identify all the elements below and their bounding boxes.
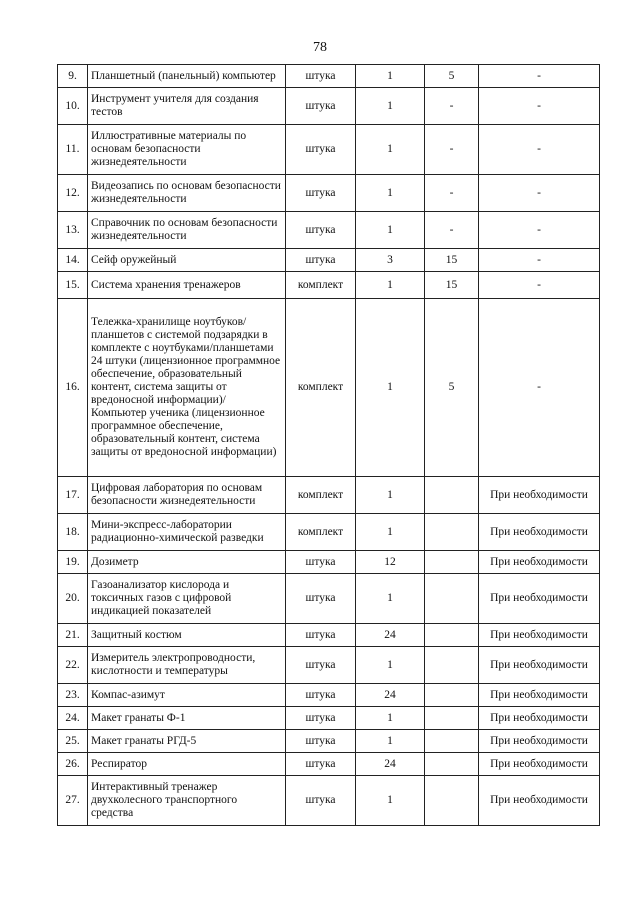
item-note: - xyxy=(479,249,600,272)
item-quantity: 3 xyxy=(356,249,425,272)
item-unit: комплект xyxy=(286,477,356,514)
item-unit: штука xyxy=(286,65,356,88)
item-unit: комплект xyxy=(286,514,356,551)
item-unit: штука xyxy=(286,125,356,175)
row-number: 26. xyxy=(58,753,88,776)
item-name: Система хранения тренажеров xyxy=(88,272,286,299)
item-name: Видеозапись по основам безопасности жизнедеятельности xyxy=(88,175,286,212)
item-name: Планшетный (панельный) компьютер xyxy=(88,65,286,88)
item-quantity: 1 xyxy=(356,730,425,753)
item-service-life xyxy=(425,624,479,647)
item-note: При необходимости xyxy=(479,477,600,514)
table-row xyxy=(58,65,600,88)
row-number: 14. xyxy=(58,249,88,272)
table-row xyxy=(58,551,600,574)
item-note: При необходимости xyxy=(479,753,600,776)
item-unit: штука xyxy=(286,684,356,707)
item-note: При необходимости xyxy=(479,647,600,684)
item-quantity: 1 xyxy=(356,299,425,477)
item-unit: штука xyxy=(286,574,356,624)
table-row xyxy=(58,249,600,272)
item-service-life: - xyxy=(425,88,479,125)
row-number: 13. xyxy=(58,212,88,249)
table-row xyxy=(58,753,600,776)
row-number: 24. xyxy=(58,707,88,730)
item-unit: штука xyxy=(286,647,356,684)
item-unit: штука xyxy=(286,753,356,776)
item-service-life: - xyxy=(425,212,479,249)
item-name: Респиратор xyxy=(88,753,286,776)
item-quantity: 1 xyxy=(356,125,425,175)
table-row xyxy=(58,272,600,299)
item-unit: штука xyxy=(286,707,356,730)
item-name: Иллюстративные материалы по основам безопасности жизнедеятельности xyxy=(88,125,286,175)
item-note: - xyxy=(479,212,600,249)
table-row xyxy=(58,88,600,125)
item-service-life: 5 xyxy=(425,299,479,477)
table-row xyxy=(58,125,600,175)
row-number: 25. xyxy=(58,730,88,753)
item-note: При необходимости xyxy=(479,624,600,647)
row-number: 27. xyxy=(58,776,88,826)
item-note: - xyxy=(479,272,600,299)
table-row xyxy=(58,514,600,551)
item-service-life: 15 xyxy=(425,249,479,272)
item-unit: штука xyxy=(286,551,356,574)
item-note: При необходимости xyxy=(479,684,600,707)
item-quantity: 1 xyxy=(356,514,425,551)
item-service-life xyxy=(425,574,479,624)
item-quantity: 24 xyxy=(356,684,425,707)
row-number: 19. xyxy=(58,551,88,574)
table-row xyxy=(58,684,600,707)
table-row xyxy=(58,574,600,624)
item-name: Сейф оружейный xyxy=(88,249,286,272)
row-number: 15. xyxy=(58,272,88,299)
item-name: Компас-азимут xyxy=(88,684,286,707)
item-name: Макет гранаты РГД-5 xyxy=(88,730,286,753)
item-name: Интерактивный тренажер двухколесного транспортного средства xyxy=(88,776,286,826)
row-number: 16. xyxy=(58,299,88,477)
item-service-life xyxy=(425,684,479,707)
row-number: 20. xyxy=(58,574,88,624)
item-service-life: - xyxy=(425,125,479,175)
item-note: При необходимости xyxy=(479,707,600,730)
row-number: 11. xyxy=(58,125,88,175)
equipment-table xyxy=(57,64,600,826)
item-name: Защитный костюм xyxy=(88,624,286,647)
row-number: 9. xyxy=(58,65,88,88)
item-name: Дозиметр xyxy=(88,551,286,574)
item-name: Инструмент учителя для создания тестов xyxy=(88,88,286,125)
item-service-life xyxy=(425,776,479,826)
item-quantity: 24 xyxy=(356,624,425,647)
item-name: Цифровая лаборатория по основам безопасности жизнедеятельности xyxy=(88,477,286,514)
row-number: 22. xyxy=(58,647,88,684)
item-note: - xyxy=(479,125,600,175)
item-name: Измеритель электропроводности, кислотности и температуры xyxy=(88,647,286,684)
page-number: 78 xyxy=(313,40,327,55)
table-row xyxy=(58,212,600,249)
item-note: - xyxy=(479,175,600,212)
item-quantity: 1 xyxy=(356,88,425,125)
item-quantity: 12 xyxy=(356,551,425,574)
table-row xyxy=(58,776,600,826)
item-service-life xyxy=(425,647,479,684)
item-note: При необходимости xyxy=(479,551,600,574)
item-note: При необходимости xyxy=(479,776,600,826)
item-note: - xyxy=(479,65,600,88)
item-service-life xyxy=(425,514,479,551)
item-unit: штука xyxy=(286,88,356,125)
item-unit: штука xyxy=(286,249,356,272)
item-name: Тележка-хранилище ноутбуков/планшетов с системой подзарядки в комплекте с ноутбуками/планшетами 24 штуки (лицензионное программное обеспечение, образовательный контент, система защиты от вредоносной информации)/ Компьютер ученика (лицензионное программное обеспечение, образовательный контент, система защиты от вредоносной информации) xyxy=(88,299,286,477)
item-name: Справочник по основам безопасности жизнедеятельности xyxy=(88,212,286,249)
item-service-life: 15 xyxy=(425,272,479,299)
item-unit: штука xyxy=(286,776,356,826)
table-row xyxy=(58,707,600,730)
item-quantity: 1 xyxy=(356,477,425,514)
item-quantity: 1 xyxy=(356,647,425,684)
item-unit: штука xyxy=(286,624,356,647)
row-number: 21. xyxy=(58,624,88,647)
item-unit: штука xyxy=(286,175,356,212)
item-quantity: 1 xyxy=(356,175,425,212)
item-name: Мини-экспресс-лаборатории радиационно-химической разведки xyxy=(88,514,286,551)
row-number: 12. xyxy=(58,175,88,212)
item-service-life xyxy=(425,753,479,776)
item-unit: штука xyxy=(286,730,356,753)
item-note: - xyxy=(479,88,600,125)
item-note: При необходимости xyxy=(479,574,600,624)
table-row xyxy=(58,624,600,647)
item-note: При необходимости xyxy=(479,514,600,551)
item-note: При необходимости xyxy=(479,730,600,753)
row-number: 17. xyxy=(58,477,88,514)
item-quantity: 1 xyxy=(356,776,425,826)
item-quantity: 1 xyxy=(356,65,425,88)
table-row xyxy=(58,175,600,212)
item-quantity: 1 xyxy=(356,707,425,730)
item-service-life xyxy=(425,730,479,753)
item-service-life xyxy=(425,707,479,730)
item-quantity: 1 xyxy=(356,212,425,249)
item-note: - xyxy=(479,299,600,477)
item-unit: комплект xyxy=(286,299,356,477)
item-unit: комплект xyxy=(286,272,356,299)
item-quantity: 24 xyxy=(356,753,425,776)
item-service-life: 5 xyxy=(425,65,479,88)
table-row xyxy=(58,730,600,753)
table-row xyxy=(58,647,600,684)
table-row xyxy=(58,477,600,514)
row-number: 18. xyxy=(58,514,88,551)
item-service-life xyxy=(425,551,479,574)
item-quantity: 1 xyxy=(356,272,425,299)
row-number: 23. xyxy=(58,684,88,707)
row-number: 10. xyxy=(58,88,88,125)
item-quantity: 1 xyxy=(356,574,425,624)
item-name: Газоанализатор кислорода и токсичных газов с цифровой индикацией показателей xyxy=(88,574,286,624)
item-unit: штука xyxy=(286,212,356,249)
item-name: Макет гранаты Ф-1 xyxy=(88,707,286,730)
item-service-life: - xyxy=(425,175,479,212)
item-service-life xyxy=(425,477,479,514)
table-row xyxy=(58,299,600,477)
